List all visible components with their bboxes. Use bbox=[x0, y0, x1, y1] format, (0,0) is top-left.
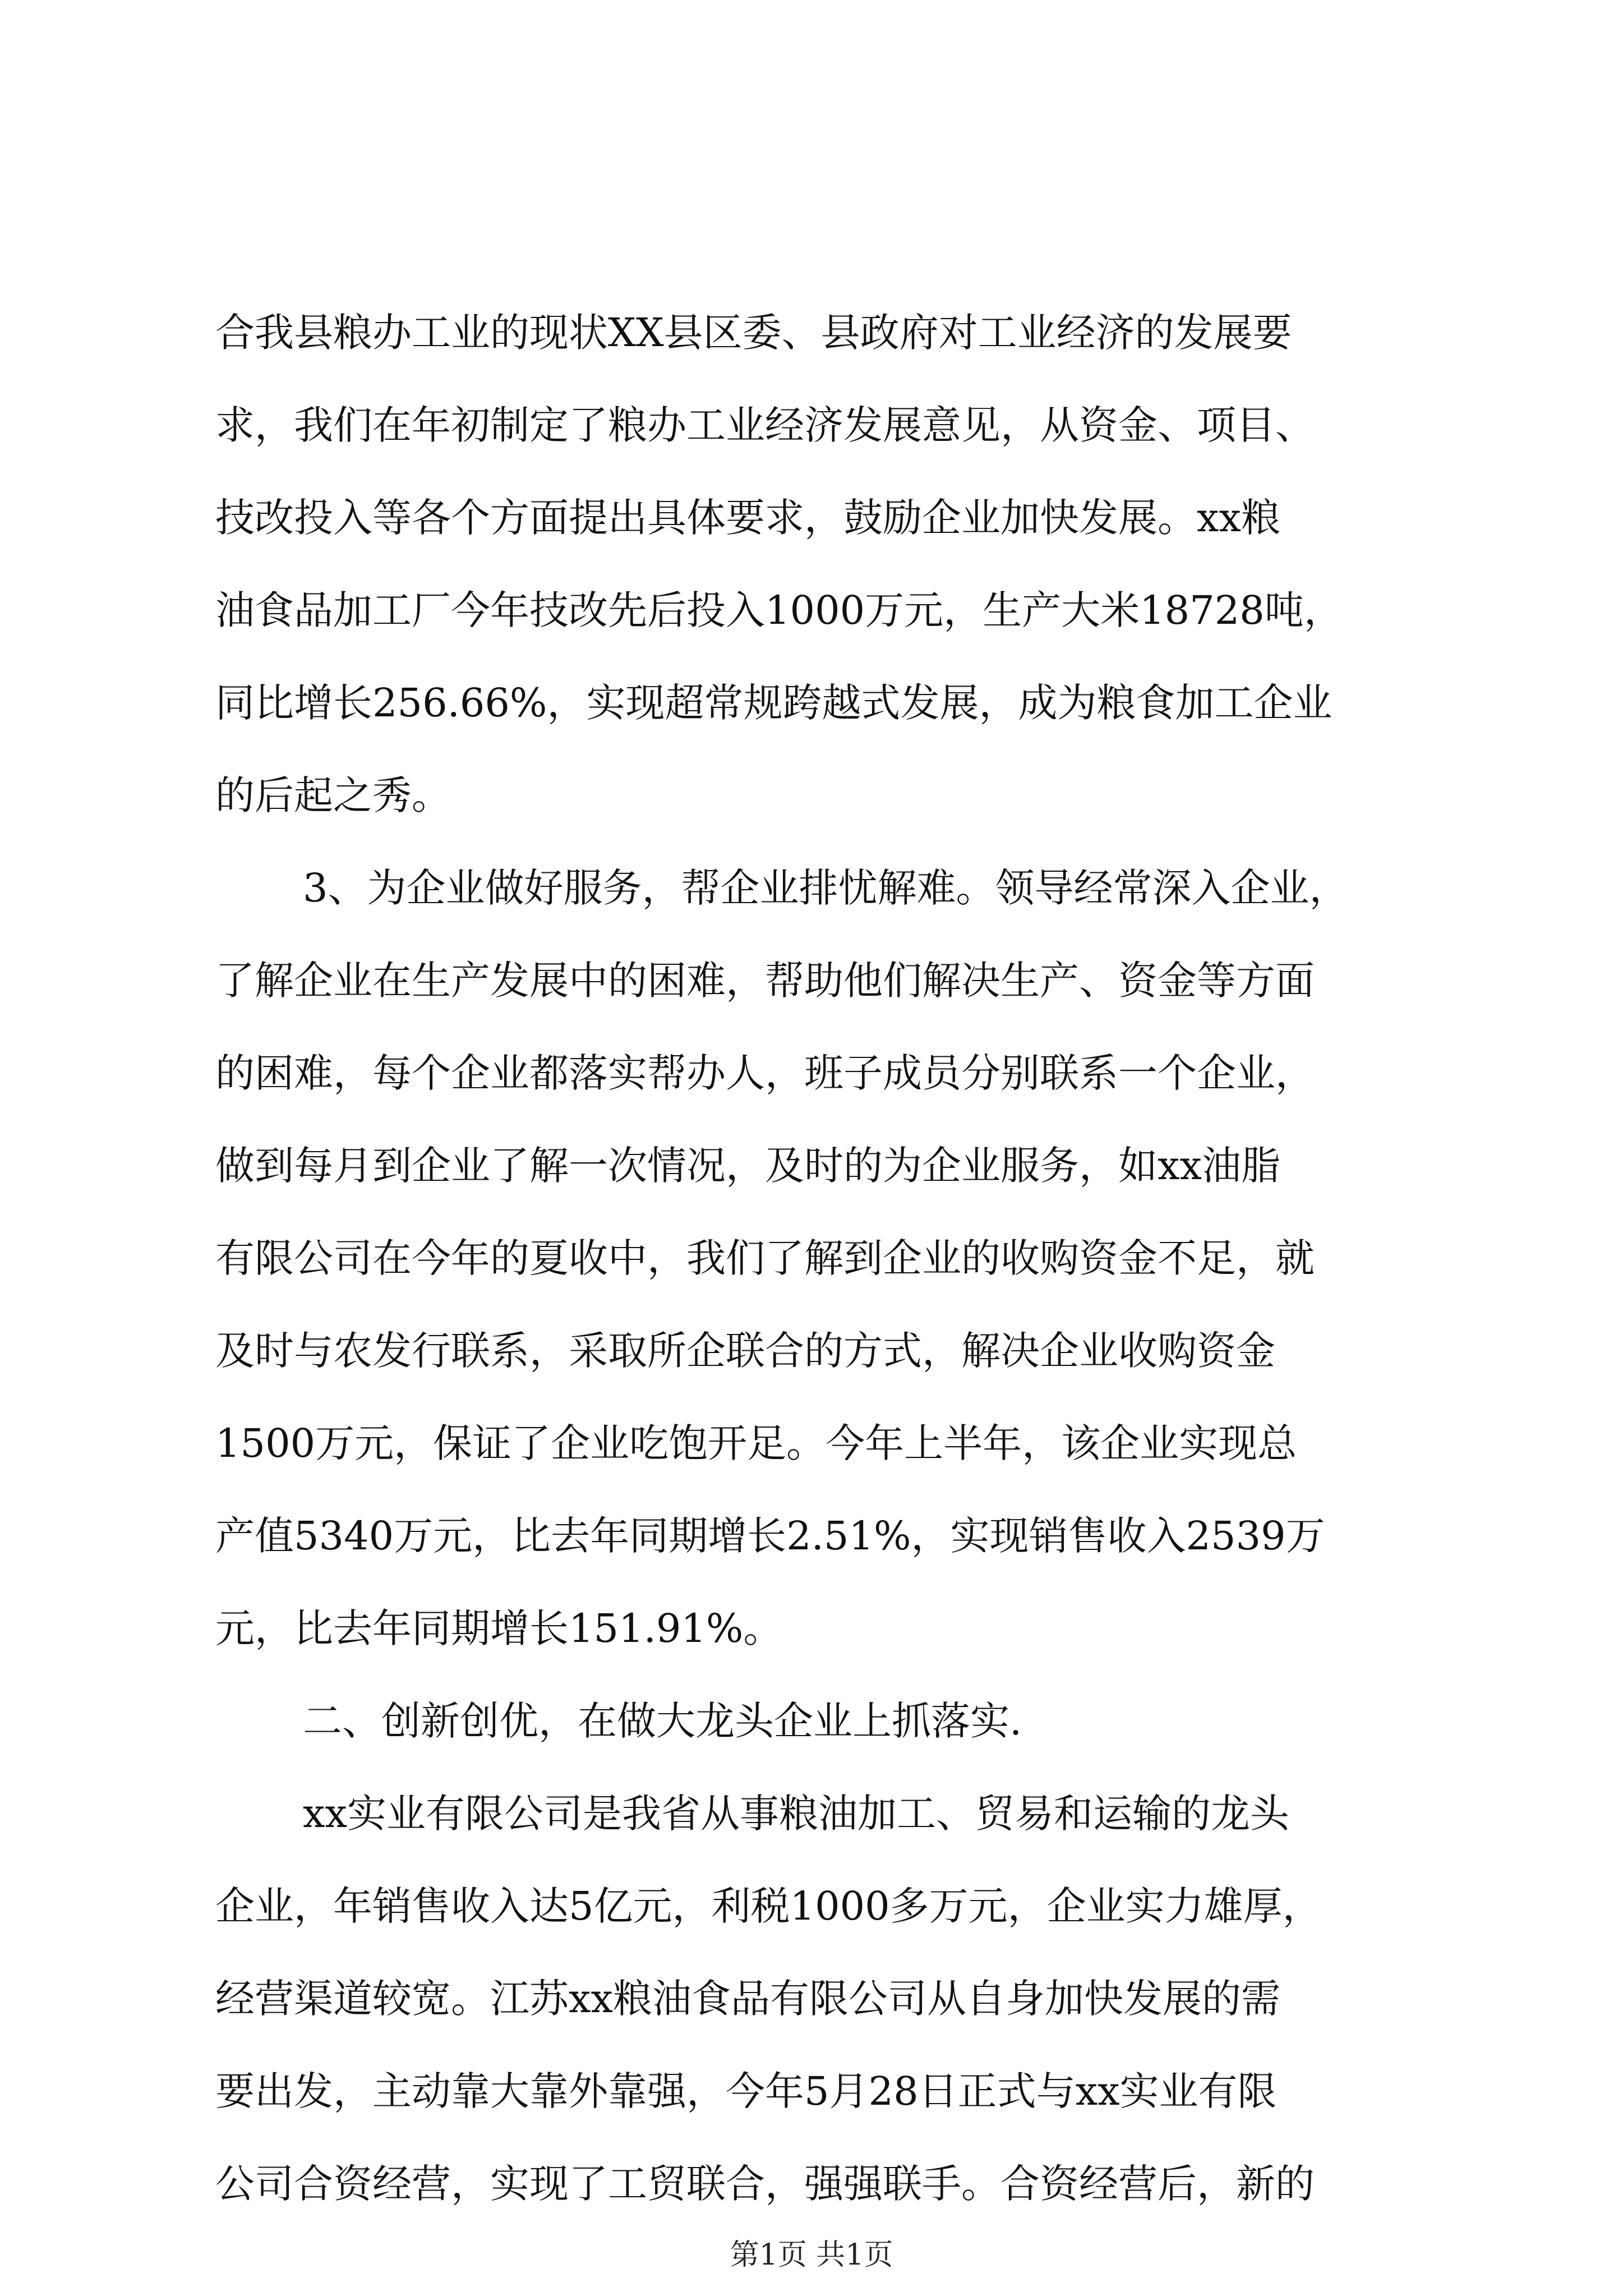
text-line: 的后起之秀。 bbox=[215, 772, 451, 818]
text-line: 做到每月到企业了解一次情况，及时的为企业服务，如xx油脂 bbox=[215, 1143, 1280, 1189]
text-line: 3、为企业做好服务，帮企业排忧解难。领导经常深入企业， bbox=[303, 865, 1349, 911]
text-line: 同比增长256.66%，实现超常规跨越式发展，成为粮食加工企业 bbox=[215, 680, 1332, 726]
text-line: xx实业有限公司是我省从事粮油加工、贸易和运输的龙头 bbox=[303, 1791, 1289, 1837]
text-line: 有限公司在今年的夏收中，我们了解到企业的收购资金不足，就 bbox=[215, 1235, 1315, 1281]
text-line: 元，比去年同期增长151.91%。 bbox=[215, 1605, 783, 1651]
text-line: 企业，年销售收入达5亿元，利税1000多万元，企业实力雄厚， bbox=[215, 1883, 1322, 1929]
text-line: 公司合资经营，实现了工贸联合，强强联手。合资经营后，新的 bbox=[215, 2161, 1315, 2207]
text-line: 及时与农发行联系，采取所企联合的方式，解决企业收购资金 bbox=[215, 1328, 1275, 1374]
text-line: 油食品加工厂今年技改先后投入1000万元，生产大米18728吨， bbox=[215, 587, 1343, 633]
text-line: 合我县粮办工业的现状XX县区委、县政府对工业经济的发展要 bbox=[215, 310, 1292, 356]
text-line: 产值5340万元，比去年同期增长2.51%，实现销售收入2539万 bbox=[215, 1513, 1325, 1559]
text-line: 要出发，主动靠大靠外靠强，今年5月28日正式与xx实业有限 bbox=[215, 2068, 1277, 2114]
text-line: 的困难，每个企业都落实帮办人，班子成员分别联系一个企业， bbox=[215, 1050, 1315, 1096]
text-line: 1500万元，保证了企业吃饱开足。今年上半年，该企业实现总 bbox=[215, 1420, 1297, 1466]
text-line: 技改投入等各个方面提出具体要求，鼓励企业加快发展。xx粮 bbox=[215, 495, 1280, 541]
section-heading: 二、创新创优，在做大龙头企业上抓落实. bbox=[303, 1698, 1022, 1744]
text-line: 经营渠道较宽。江苏xx粮油食品有限公司从自身加快发展的需 bbox=[215, 1976, 1280, 2022]
text-line: 了解企业在生产发展中的困难，帮助他们解决生产、资金等方面 bbox=[215, 958, 1315, 1004]
page-number-footer: 第1页 共1页 bbox=[730, 2238, 893, 2272]
text-line: 求，我们在年初制定了粮办工业经济发展意见，从资金、项目、 bbox=[215, 402, 1315, 448]
